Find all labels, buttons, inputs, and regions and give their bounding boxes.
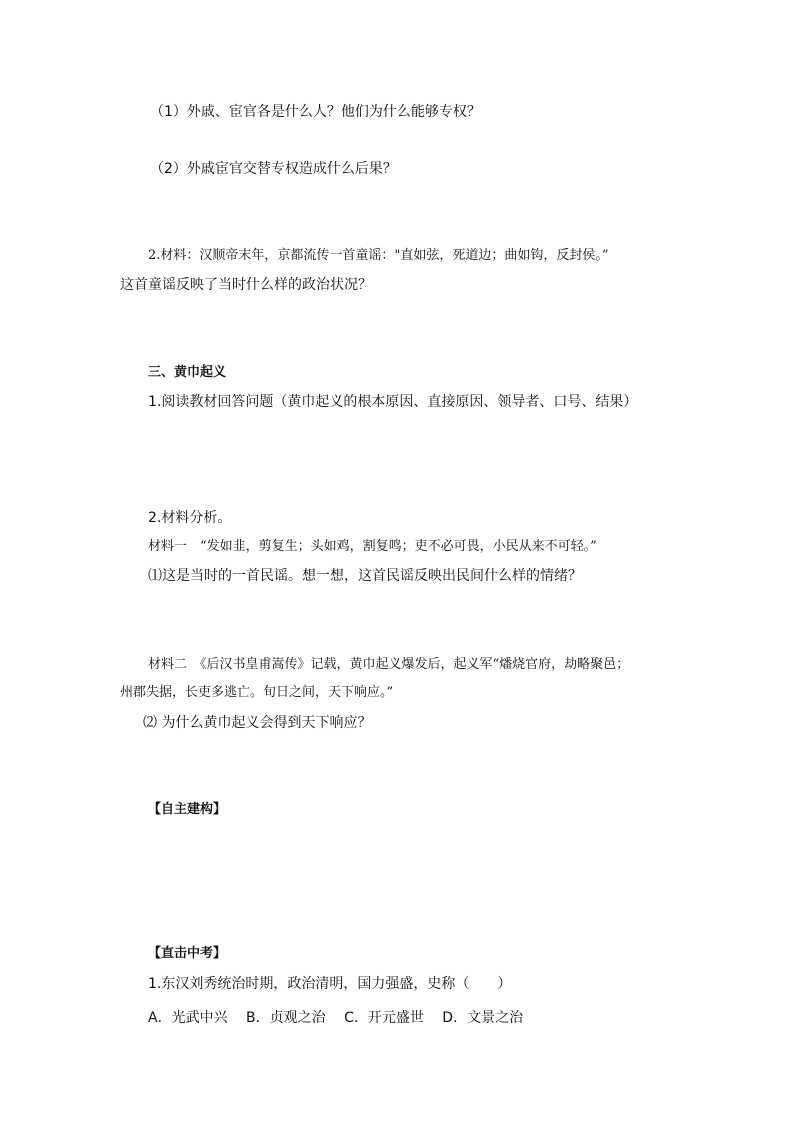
section-heading-exam: 【直击中考】 <box>148 946 227 961</box>
material-two-line-2: 州郡失据，长吏多逃亡。旬日之间，天下响应。” <box>120 685 394 700</box>
q-alternating-power-consequence: （2）外戚宦官交替专权造成什么后果？ <box>150 161 397 177</box>
section-heading-self-construct: 【自主建构】 <box>148 802 227 817</box>
exam-question-1: 1.东汉刘秀统治时期，政治清明，国力强盛，史称（ ） <box>148 976 512 992</box>
q-waiqi-identity: （1）外戚、宦官各是什么人？他们为什么能够专权？ <box>150 104 481 120</box>
q-why-uprising-responded: ⑵ 为什么黄巾起义会得到天下响应？ <box>143 715 372 731</box>
exam-question-1-options: A．光武中兴 B．贞观之治 C．开元盛世 D．文景之治 <box>148 1010 524 1026</box>
huangjin-item-1: 1.阅读教材回答问题（黄巾起义的根本原因、直接原因、领导者、口号、结果） <box>148 394 638 410</box>
q-ballad-political-situation: 这首童谣反映了当时什么样的政治状况？ <box>120 277 372 293</box>
huangjin-item-2: 2.材料分析。 <box>148 510 232 526</box>
section-heading-huangjin: 三、黄巾起义 <box>148 365 227 380</box>
q-folk-song-emotion: ⑴这是当时的一首民谣。想一想，这首民谣反映出民间什么样的情绪？ <box>148 568 582 584</box>
material-two-line-1: 材料二 《后汉书皇甫嵩传》记载，黄巾起义爆发后，起义军“燔烧官府，劫略聚邑； <box>148 657 630 672</box>
material-one-folk-song: 材料一 “发如韭，剪复生；头如鸡，割复鸣；吏不必可畏，小民从来不可轻。” <box>148 539 597 554</box>
material-children-ballad: 2.材料：汉顺帝末年，京都流传一首童谣："直如弦，死道边；曲如钩，反封侯。” <box>148 248 609 263</box>
